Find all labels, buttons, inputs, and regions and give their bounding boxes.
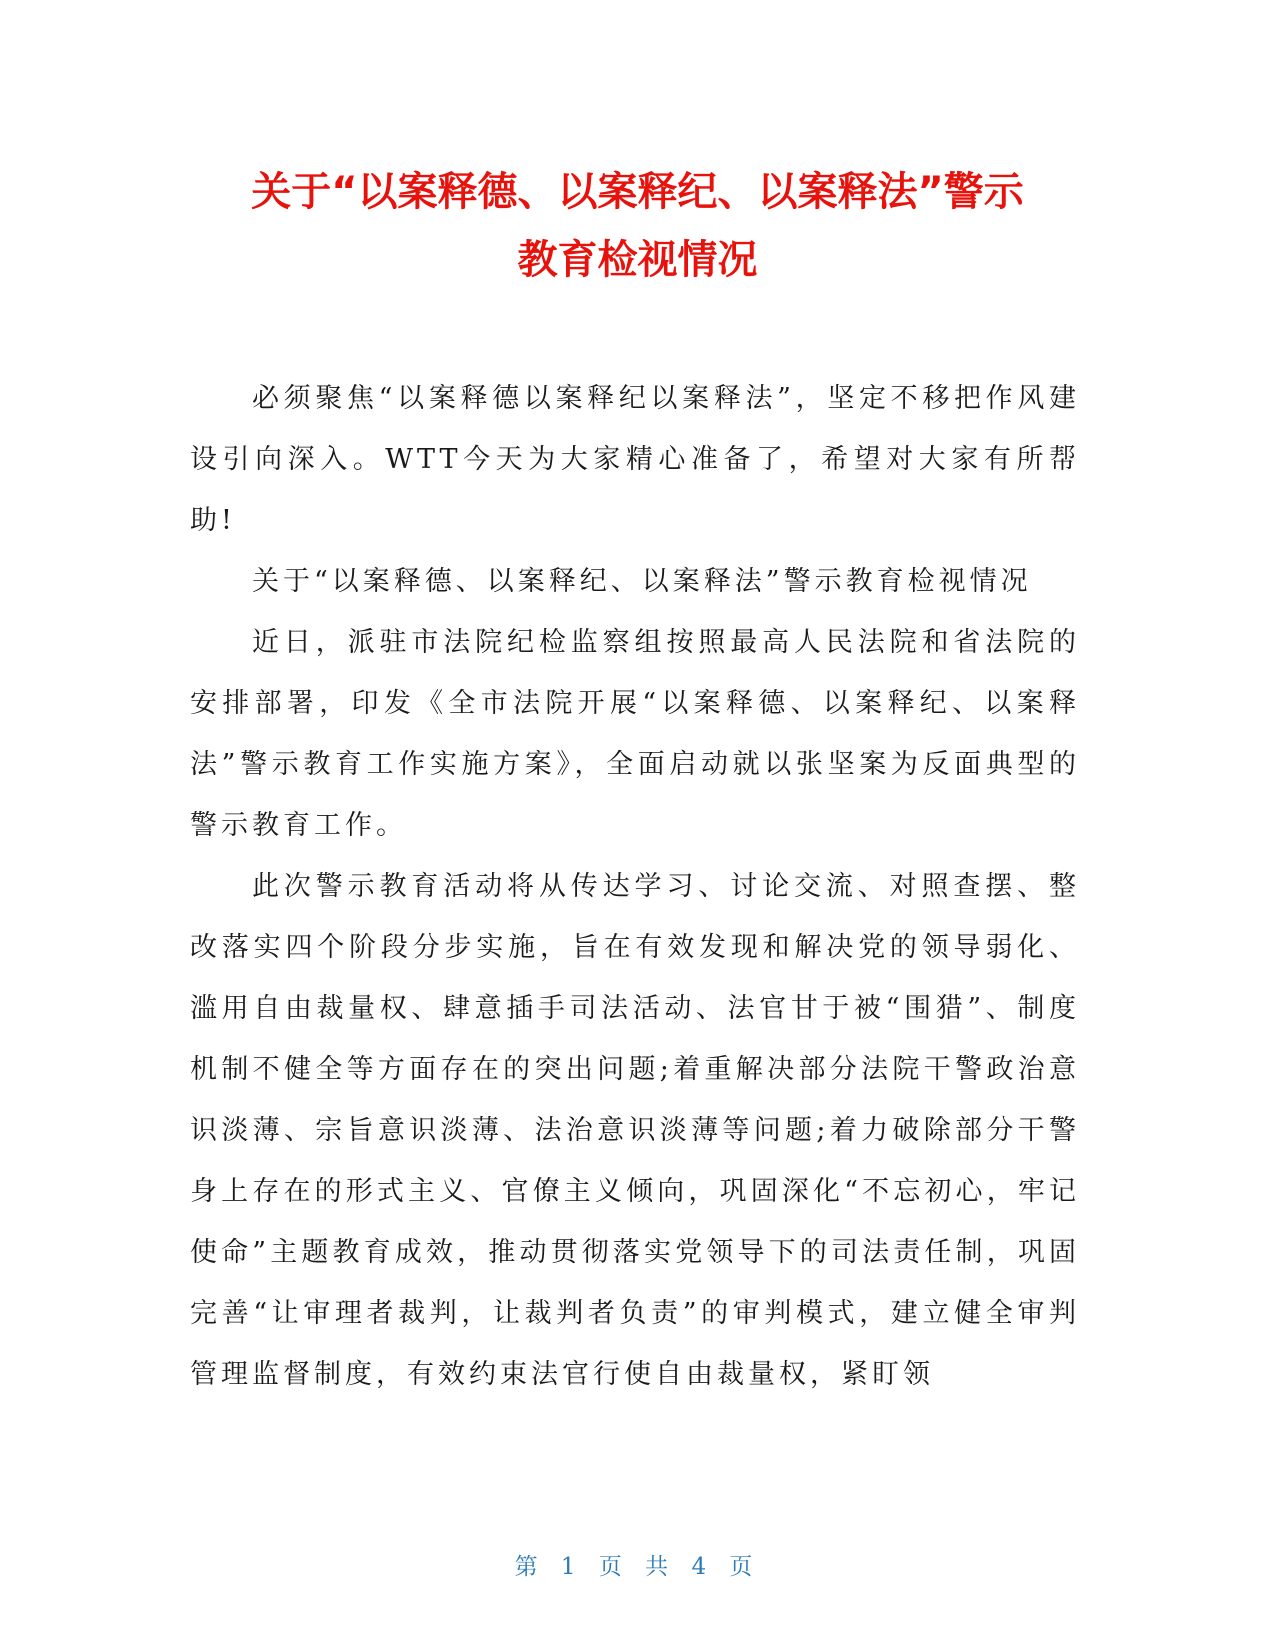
document-title-line-1: 关于“以案释德、以案释纪、以案释法”警示 <box>251 169 1024 215</box>
document-body <box>190 368 1080 1405</box>
paragraph-subtitle: 关于“以案释德、以案释纪、以案释法”警示教育检视情况 <box>252 566 1032 597</box>
paragraph-announcement: 近日，派驻市法院纪检监察组按照最高人民法院和省法院的安排部署，印发《全市法院开展“以案释德、以案释纪、以案释法”警示教育工作实施方案》，全面启动就以张坚案为反面典型的警示教育工作。 <box>190 627 1080 841</box>
document-title-line-2: 教育检视情况 <box>517 237 758 283</box>
page-number-footer: 第 1 页 共 4 页 <box>514 1554 761 1580</box>
paragraph-intro: 必须聚焦“以案释德以案释纪以案释法”，坚定不移把作风建设引向深入。WTT今天为大家精心准备了，希望对大家有所帮助! <box>190 383 1080 536</box>
paragraph-activity: 此次警示教育活动将从传达学习、讨论交流、对照查摆、整改落实四个阶段分步实施，旨在有效发现和解决党的领导弱化、滥用自由裁量权、肆意插手司法活动、法官甘于被“围猎”、制度机制不健全等方面存在的突出问题;着重解决部分法院干警政治意识淡薄、宗旨意识淡薄、法治意识淡薄等问题;着力破除部分干警身上存在的形式主义、官僚主义倾向，巩固深化“不忘初心，牢记使命”主题教育成效，推动贯彻落实党领导下的司法责任制，巩固完善“让审理者裁判，让裁判者负责”的审判模式，建立健全审判管理监督制度，有效约束法官行使自由裁量权，紧盯领 <box>190 871 1080 1390</box>
